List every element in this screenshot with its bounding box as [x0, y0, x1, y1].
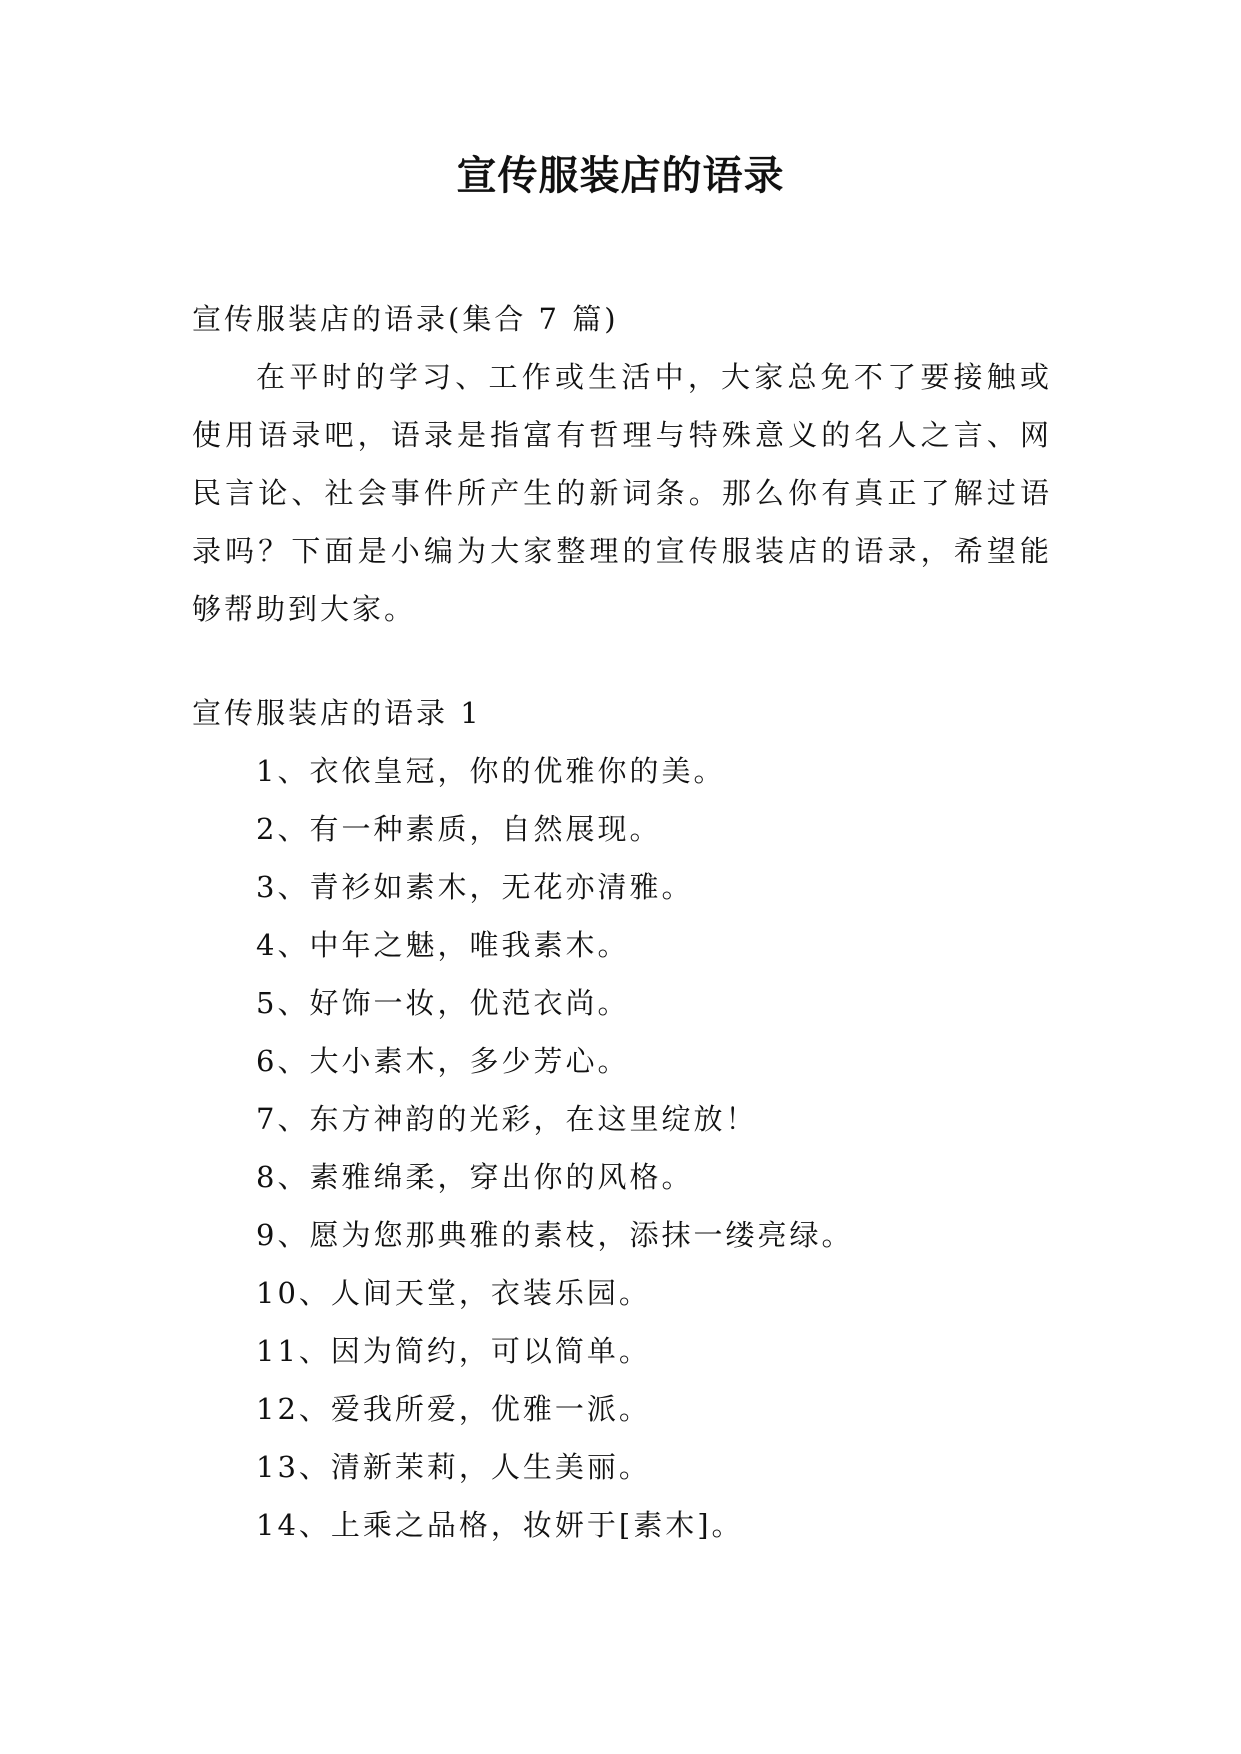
quote-item: 7、东方神韵的光彩，在这里绽放！	[256, 1102, 758, 1136]
quote-item: 1、衣依皇冠，你的优雅你的美。	[256, 754, 726, 788]
quote-item: 11、因为简约，可以简单。	[256, 1334, 651, 1368]
quote-list	[192, 742, 1052, 1554]
quote-item: 6、大小素木，多少芳心。	[256, 1044, 630, 1078]
quote-item: 10、人间天堂，衣装乐园。	[256, 1276, 651, 1310]
document-subtitle: 宣传服装店的语录(集合 7 篇)	[192, 302, 619, 336]
intro-paragraph: 在平时的学习、工作或生活中，大家总免不了要接触或使用语录吧，语录是指富有哲理与特殊意义的名人之言、网民言论、社会事件所产生的新词条。那么你有真正了解过语录吗？下面是小编为大家整理的宣传服装店的语录，希望能够帮助到大家。	[192, 360, 1052, 626]
quote-item: 9、愿为您那典雅的素枝，添抹一缕亮绿。	[256, 1218, 854, 1252]
quote-item: 14、上乘之品格，妆妍于[素木]。	[256, 1508, 744, 1542]
document-title: 宣传服装店的语录	[456, 152, 785, 199]
section-heading: 宣传服装店的语录 1	[192, 696, 482, 730]
document-body	[192, 290, 1052, 1554]
quote-item: 5、好饰一妆，优范衣尚。	[256, 986, 630, 1020]
quote-item: 3、青衫如素木，无花亦清雅。	[256, 870, 694, 904]
quote-item: 2、有一种素质，自然展现。	[256, 812, 662, 846]
quote-item: 12、爱我所爱，优雅一派。	[256, 1392, 651, 1426]
quote-item: 4、中年之魅，唯我素木。	[256, 928, 630, 962]
quote-item: 13、清新茉莉，人生美丽。	[256, 1450, 651, 1484]
quote-item: 8、素雅绵柔，穿出你的风格。	[256, 1160, 694, 1194]
